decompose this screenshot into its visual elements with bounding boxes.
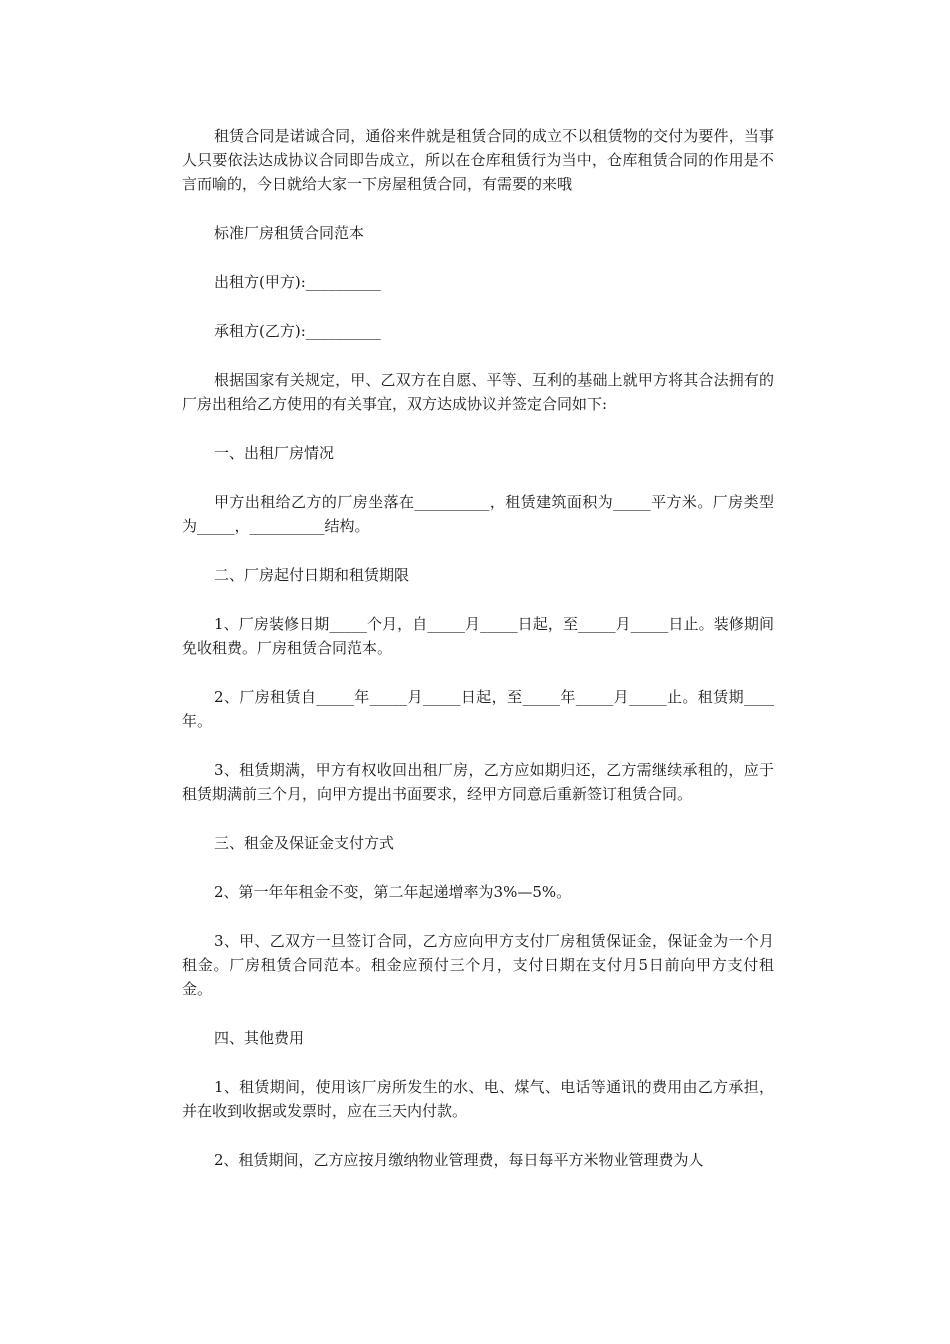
clause-paragraph: 2、租赁期间，乙方应按月缴纳物业管理费，每日每平方米物业管理费为人: [214, 1151, 704, 1169]
clause-paragraph: 1、租赁期间，使用该厂房所发生的水、电、煤气、电话等通讯的费用由乙方承担，并在收到收据或发票时，应在三天内付款。: [182, 1078, 774, 1120]
clause-paragraph: 2、第一年年租金不变，第二年起递增率为3%—5%。: [214, 883, 572, 901]
clause-paragraph: 1、厂房装修日期_____个月，自_____月_____日起，至_____月_____日止。装修期间免收租费。厂房租赁合同范本。: [182, 615, 774, 657]
section-heading-2: 二、厂房起付日期和租赁期限: [214, 566, 410, 584]
section-heading-3: 三、租金及保证金支付方式: [214, 834, 395, 852]
document-body: [182, 124, 774, 1197]
section-heading-4: 四、其他费用: [214, 1029, 305, 1047]
intro-paragraph: 租赁合同是诺诚合同，通俗来件就是租赁合同的成立不以租赁物的交付为要件，当事人只要依法达成协议合同即告成立，所以在仓库租赁行为当中，仓库租赁合同的作用是不言而喻的，今日就给大家一下房屋租赁合同，有需要的来哦: [182, 127, 774, 193]
document-title: 标准厂房租赁合同范本: [214, 224, 365, 242]
section-heading-1: 一、出租厂房情况: [214, 444, 335, 462]
preamble-paragraph: 根据国家有关规定，甲、乙双方在自愿、平等、互利的基础上就甲方将其合法拥有的厂房出租给乙方使用的有关事宜，双方达成协议并签定合同如下:: [182, 371, 774, 413]
clause-paragraph: 甲方出租给乙方的厂房坐落在__________，租赁建筑面积为_____平方米。厂房类型为_____，__________结构。: [182, 493, 774, 535]
clause-paragraph: 3、租赁期满，甲方有权收回出租厂房，乙方应如期归还，乙方需继续承租的，应于租赁期满前三个月，向甲方提出书面要求，经甲方同意后重新签订租赁合同。: [182, 761, 774, 803]
lessor-line: 出租方(甲方):__________: [214, 273, 381, 291]
clause-paragraph: 2、厂房租赁自_____年_____月_____日起，至_____年_____月_____止。租赁期____年。: [182, 688, 774, 730]
lessee-line: 承租方(乙方):__________: [214, 322, 381, 340]
clause-paragraph: 3、甲、乙双方一旦签订合同，乙方应向甲方支付厂房租赁保证金，保证金为一个月租金。厂房租赁合同范本。租金应预付三个月，支付日期在支付月5日前向甲方支付租金。: [182, 932, 774, 998]
